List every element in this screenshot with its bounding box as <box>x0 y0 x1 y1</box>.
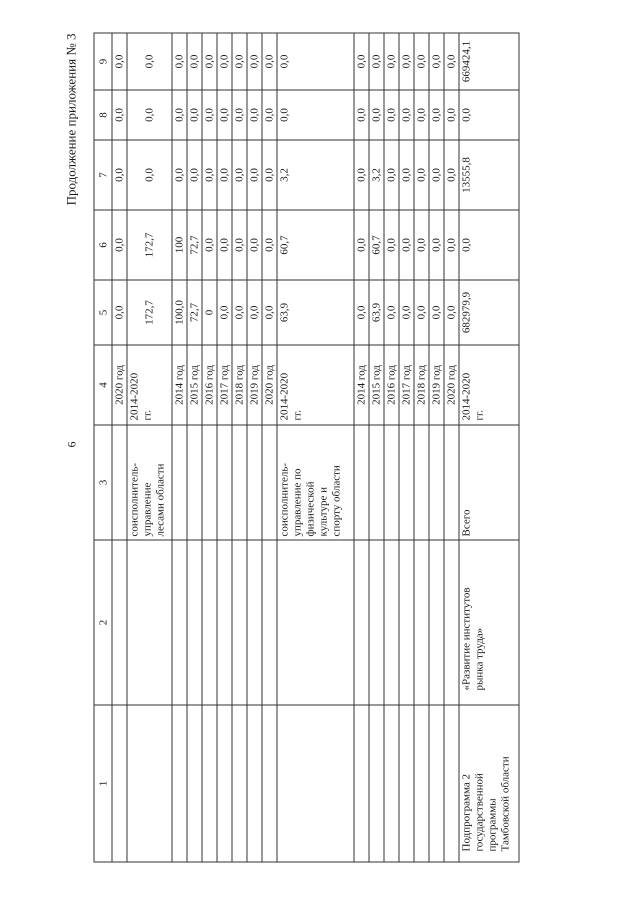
cell-col-2 <box>414 540 429 705</box>
table-row <box>369 33 384 862</box>
cell-col-1 <box>369 705 384 862</box>
table-row <box>232 33 247 862</box>
cell-col-8: 0,0 <box>459 90 519 140</box>
cell-col-6: 100 <box>172 210 187 280</box>
cell-col-1 <box>232 705 247 862</box>
cell-col-3 <box>369 425 384 540</box>
cell-col-9: 0,0 <box>112 33 127 90</box>
cell-col-4: 2015 год <box>187 345 202 425</box>
cell-col-4: 2014-2020 гг. <box>277 345 354 425</box>
cell-col-6: 0,0 <box>384 210 399 280</box>
cell-col-7: 0,0 <box>384 140 399 210</box>
cell-col-5: 72,7 <box>187 280 202 345</box>
cell-col-5: 682979,9 <box>459 280 519 345</box>
cell-col-1: Подпрограмма 2 государственной программы Тамбовской области <box>459 705 519 862</box>
cell-col-4: 2019 год <box>247 345 262 425</box>
column-number-7: 7 <box>94 140 112 210</box>
cell-col-1 <box>247 705 262 862</box>
cell-col-8: 0,0 <box>354 90 369 140</box>
cell-col-7: 0,0 <box>187 140 202 210</box>
table-row <box>247 33 262 862</box>
cell-col-5: 0,0 <box>112 280 127 345</box>
cell-col-1 <box>112 705 127 862</box>
cell-col-8: 0,0 <box>369 90 384 140</box>
cell-col-8: 0,0 <box>262 90 277 140</box>
table-row <box>384 33 399 862</box>
cell-col-1 <box>444 705 459 862</box>
cell-col-4: 2014 год <box>354 345 369 425</box>
cell-col-3 <box>444 425 459 540</box>
cell-col-7: 0,0 <box>414 140 429 210</box>
cell-col-2: «Развитие институтов рынка труда» <box>459 540 519 705</box>
cell-col-5: 0,0 <box>414 280 429 345</box>
cell-col-6: 0,0 <box>247 210 262 280</box>
cell-col-2 <box>232 540 247 705</box>
cell-col-7: 3,2 <box>277 140 354 210</box>
table-row <box>354 33 369 862</box>
cell-col-1 <box>399 705 414 862</box>
table-row <box>429 33 444 862</box>
column-number-9: 9 <box>94 33 112 90</box>
cell-col-1 <box>262 705 277 862</box>
cell-col-2 <box>202 540 217 705</box>
cell-col-7: 3,2 <box>369 140 384 210</box>
cell-col-7: 0,0 <box>247 140 262 210</box>
cell-col-4: 2018 год <box>414 345 429 425</box>
table-row <box>187 33 202 862</box>
cell-col-5: 0,0 <box>247 280 262 345</box>
cell-col-6: 0,0 <box>444 210 459 280</box>
table-row <box>414 33 429 862</box>
cell-col-4: 2020 год <box>112 345 127 425</box>
cell-col-8: 0,0 <box>399 90 414 140</box>
cell-col-1 <box>354 705 369 862</box>
cell-col-8: 0,0 <box>384 90 399 140</box>
cell-col-9: 669424,1 <box>459 33 519 90</box>
cell-col-9: 0,0 <box>247 33 262 90</box>
cell-col-8: 0,0 <box>127 90 172 140</box>
cell-col-3 <box>187 425 202 540</box>
cell-col-2 <box>399 540 414 705</box>
cell-col-7: 0,0 <box>399 140 414 210</box>
cell-col-7: 0,0 <box>127 140 172 210</box>
cell-col-7: 0,0 <box>354 140 369 210</box>
page-number: 6 <box>64 441 78 447</box>
table-row <box>459 33 519 862</box>
cell-col-8: 0,0 <box>444 90 459 140</box>
cell-col-1 <box>202 705 217 862</box>
cell-col-2 <box>217 540 232 705</box>
cell-col-5: 172,7 <box>127 280 172 345</box>
cell-col-9: 0,0 <box>429 33 444 90</box>
cell-col-2 <box>429 540 444 705</box>
cell-col-6: 0,0 <box>429 210 444 280</box>
cell-col-8: 0,0 <box>232 90 247 140</box>
cell-col-9: 0,0 <box>232 33 247 90</box>
cell-col-9: 0,0 <box>354 33 369 90</box>
cell-col-4: 2015 год <box>369 345 384 425</box>
cell-col-7: 0,0 <box>112 140 127 210</box>
funding-table <box>93 32 519 862</box>
table-row <box>277 33 354 862</box>
cell-col-4: 2018 год <box>232 345 247 425</box>
table-row <box>444 33 459 862</box>
table-row <box>127 33 172 862</box>
cell-col-1 <box>429 705 444 862</box>
column-number-4: 4 <box>94 345 112 425</box>
cell-col-2 <box>172 540 187 705</box>
cell-col-5: 0 <box>202 280 217 345</box>
table-body <box>112 33 519 862</box>
cell-col-7: 0,0 <box>232 140 247 210</box>
cell-col-4: 2017 год <box>217 345 232 425</box>
cell-col-6: 0,0 <box>217 210 232 280</box>
cell-col-6: 0,0 <box>399 210 414 280</box>
cell-col-2 <box>369 540 384 705</box>
table-row <box>172 33 187 862</box>
cell-col-2 <box>354 540 369 705</box>
cell-col-6: 0,0 <box>262 210 277 280</box>
cell-col-3 <box>202 425 217 540</box>
cell-col-9: 0,0 <box>414 33 429 90</box>
cell-col-4: 2017 год <box>399 345 414 425</box>
cell-col-8: 0,0 <box>429 90 444 140</box>
cell-col-6: 60,7 <box>369 210 384 280</box>
cell-col-5: 0,0 <box>232 280 247 345</box>
cell-col-9: 0,0 <box>369 33 384 90</box>
cell-col-2 <box>187 540 202 705</box>
cell-col-6: 0,0 <box>202 210 217 280</box>
cell-col-9: 0,0 <box>127 33 172 90</box>
cell-col-9: 0,0 <box>277 33 354 90</box>
cell-col-4: 2014 год <box>172 345 187 425</box>
cell-col-8: 0,0 <box>112 90 127 140</box>
cell-col-8: 0,0 <box>217 90 232 140</box>
cell-col-1 <box>277 705 354 862</box>
column-number-6: 6 <box>94 210 112 280</box>
column-number-1: 1 <box>94 705 112 862</box>
cell-col-3 <box>172 425 187 540</box>
cell-col-4: 2014-2020 гг. <box>459 345 519 425</box>
cell-col-4: 2019 год <box>429 345 444 425</box>
cell-col-3 <box>399 425 414 540</box>
cell-col-9: 0,0 <box>399 33 414 90</box>
cell-col-4: 2016 год <box>202 345 217 425</box>
cell-col-5: 0,0 <box>217 280 232 345</box>
cell-col-3 <box>384 425 399 540</box>
column-number-3: 3 <box>94 425 112 540</box>
table-row <box>217 33 232 862</box>
cell-col-5: 0,0 <box>444 280 459 345</box>
table-row <box>399 33 414 862</box>
cell-col-7: 0,0 <box>217 140 232 210</box>
cell-col-8: 0,0 <box>414 90 429 140</box>
cell-col-5: 0,0 <box>429 280 444 345</box>
table-row <box>202 33 217 862</box>
cell-col-5: 0,0 <box>354 280 369 345</box>
cell-col-1 <box>187 705 202 862</box>
cell-col-6: 0,0 <box>459 210 519 280</box>
cell-col-8: 0,0 <box>277 90 354 140</box>
cell-col-7: 0,0 <box>444 140 459 210</box>
cell-col-5: 100,0 <box>172 280 187 345</box>
cell-col-3 <box>262 425 277 540</box>
column-number-row <box>94 33 112 862</box>
cell-col-3 <box>414 425 429 540</box>
cell-col-7: 0,0 <box>429 140 444 210</box>
column-number-5: 5 <box>94 280 112 345</box>
cell-col-7: 0,0 <box>262 140 277 210</box>
cell-col-2 <box>384 540 399 705</box>
cell-col-9: 0,0 <box>187 33 202 90</box>
cell-col-3 <box>217 425 232 540</box>
cell-col-3 <box>232 425 247 540</box>
cell-col-4: 2020 год <box>444 345 459 425</box>
cell-col-3 <box>429 425 444 540</box>
cell-col-9: 0,0 <box>172 33 187 90</box>
cell-col-9: 0,0 <box>444 33 459 90</box>
cell-col-2 <box>262 540 277 705</box>
cell-col-9: 0,0 <box>384 33 399 90</box>
cell-col-3 <box>112 425 127 540</box>
cell-col-5: 63,9 <box>277 280 354 345</box>
cell-col-1 <box>127 705 172 862</box>
cell-col-3 <box>247 425 262 540</box>
cell-col-2 <box>277 540 354 705</box>
cell-col-8: 0,0 <box>202 90 217 140</box>
cell-col-1 <box>384 705 399 862</box>
cell-col-1 <box>217 705 232 862</box>
cell-col-6: 0,0 <box>354 210 369 280</box>
cell-col-8: 0,0 <box>247 90 262 140</box>
cell-col-6: 0,0 <box>232 210 247 280</box>
cell-col-5: 63,9 <box>369 280 384 345</box>
column-number-2: 2 <box>94 540 112 705</box>
table-row <box>262 33 277 862</box>
cell-col-5: 0,0 <box>262 280 277 345</box>
cell-col-1 <box>414 705 429 862</box>
cell-col-8: 0,0 <box>187 90 202 140</box>
cell-col-7: 0,0 <box>172 140 187 210</box>
cell-col-5: 0,0 <box>384 280 399 345</box>
cell-col-2 <box>444 540 459 705</box>
cell-col-3 <box>354 425 369 540</box>
cell-col-9: 0,0 <box>217 33 232 90</box>
cell-col-8: 0,0 <box>172 90 187 140</box>
column-number-8: 8 <box>94 90 112 140</box>
cell-col-1 <box>172 705 187 862</box>
cell-col-9: 0,0 <box>262 33 277 90</box>
continuation-note: Продолжение приложения № 3 <box>63 33 78 205</box>
cell-col-4: 2014-2020 гг. <box>127 345 172 425</box>
cell-col-6: 0,0 <box>414 210 429 280</box>
cell-col-2 <box>112 540 127 705</box>
cell-col-2 <box>127 540 172 705</box>
cell-col-3: соисполнитель- управление лесами области <box>127 425 172 540</box>
cell-col-3: Всего <box>459 425 519 540</box>
cell-col-7: 13555,8 <box>459 140 519 210</box>
table-row <box>112 33 127 862</box>
table-header <box>94 33 112 862</box>
cell-col-6: 172,7 <box>127 210 172 280</box>
cell-col-2 <box>247 540 262 705</box>
cell-col-4: 2020 год <box>262 345 277 425</box>
cell-col-9: 0,0 <box>202 33 217 90</box>
cell-col-3: соисполнитель- управление по физической культуре и спорту области <box>277 425 354 540</box>
cell-col-5: 0,0 <box>399 280 414 345</box>
cell-col-6: 60,7 <box>277 210 354 280</box>
cell-col-7: 0,0 <box>202 140 217 210</box>
cell-col-4: 2016 год <box>384 345 399 425</box>
cell-col-6: 72,7 <box>187 210 202 280</box>
cell-col-6: 0,0 <box>112 210 127 280</box>
